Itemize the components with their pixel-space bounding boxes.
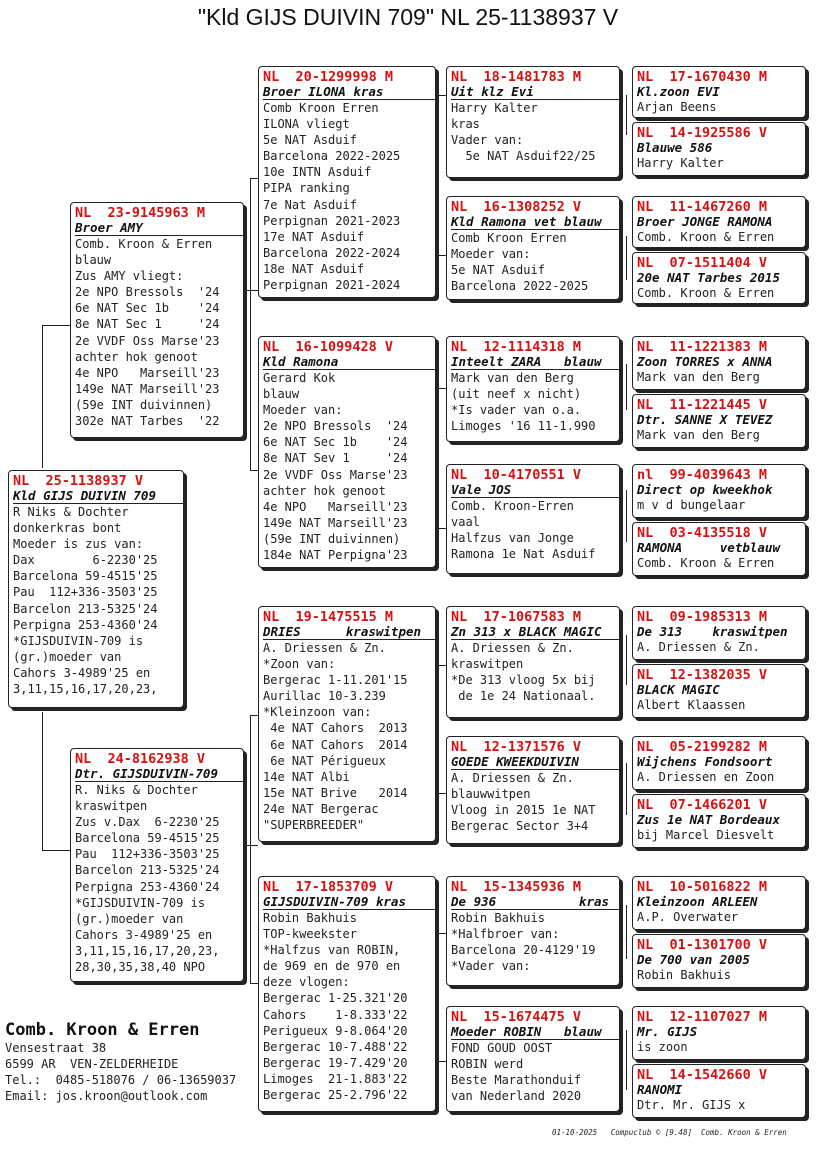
note-line: Robin Bakhuis	[637, 968, 731, 982]
note-line: Moeder is zus van:	[13, 537, 144, 552]
connector-line	[438, 255, 446, 256]
ring-number: NL 17-1670430 M	[637, 69, 768, 85]
bird-name: Dtr. SANNE X TEVEZ	[637, 412, 773, 427]
note-line: Perpignan 2021-2024	[263, 278, 401, 293]
note-line: Comb. Kroon-Erren	[451, 499, 574, 513]
bird-card-gen4-2[interactable]	[446, 196, 620, 300]
connector-line	[626, 95, 627, 135]
bird-name: Moeder ROBIN blauw	[451, 1025, 619, 1040]
note-line: Gerard Kok	[263, 371, 336, 385]
ring-number: NL 11-1221383 M	[637, 339, 768, 355]
bird-name: De 936 kras	[451, 895, 619, 910]
bird-card-gen4-4[interactable]	[446, 464, 620, 574]
bird-card-gen5-16[interactable]	[632, 1064, 806, 1118]
bird-name: GIJSDUIVIN-709 kras	[263, 895, 435, 910]
note-line: R Niks & Dochter	[13, 505, 129, 519]
bird-name: Zoon TORRES x ANNA	[637, 354, 773, 369]
note-line: Beste Marathonduif	[451, 1073, 582, 1088]
note-line: Comb. Kroon & Erren	[637, 230, 775, 244]
connector-line	[626, 490, 627, 542]
note-line: Cahors 1-8.333'22	[263, 1007, 408, 1022]
note-line: Barcelona 2022-2025	[263, 149, 401, 164]
note-line: achter hok genoot	[75, 349, 198, 364]
note-line: 6e NAT Sec 1b '24	[75, 301, 220, 316]
note-line: blauw	[263, 387, 300, 402]
note-line: Dax 6-2230'25	[13, 553, 158, 568]
print-footer: 01-10-2025 Compuclub © [9.48] Comb. Kroon & Erren	[552, 1128, 787, 1137]
note-line: Comb. Kroon & Erren	[637, 556, 775, 570]
note-line: *Zoon van:	[263, 657, 336, 672]
ring-number: NL 05-2199282 M	[637, 739, 768, 755]
note-line: Vloog in 2015 1e NAT	[451, 803, 596, 818]
note-line: Comb. Kroon & Erren	[75, 237, 213, 251]
bird-name: Uit klz Evi	[451, 85, 619, 100]
ring-number: NL 25-1138937 V	[13, 473, 144, 489]
note-line: Limoges 21-1.883'22	[263, 1071, 408, 1086]
note-line: Mark van den Berg	[637, 428, 760, 442]
note-line: 2e NPO Bressols '24	[75, 285, 220, 300]
ring-number: NL 10-4170551 V	[451, 467, 582, 483]
bird-notes	[263, 640, 431, 833]
connector-line	[438, 1061, 446, 1062]
note-line: Comb Kroon Erren	[451, 231, 567, 245]
connector-line	[42, 325, 43, 468]
note-line: (uit neef x nicht)	[451, 387, 582, 402]
ring-number: NL 17-1853709 V	[263, 879, 394, 895]
note-line: Barcelona 59-4515'25	[75, 831, 220, 846]
note-line: Pau 112+336-3503'25	[13, 585, 158, 600]
bird-card-gen5-3[interactable]	[632, 196, 806, 248]
bird-name: Dtr. GIJSDUIVIN-709	[75, 767, 243, 782]
note-line: *GIJSDUIVIN-709 is	[13, 633, 144, 648]
bird-name: DRIES kraswitpen	[263, 625, 435, 640]
connector-line	[626, 364, 627, 410]
connector-line	[438, 388, 439, 528]
bird-name: RAMONA vetblauw	[637, 540, 780, 555]
note-line: Ramona 1e Nat Asduif	[451, 547, 596, 562]
bird-card-gen4-3[interactable]	[446, 336, 620, 442]
ring-number: nl 99-4039643 M	[637, 467, 768, 483]
bird-card-gen5-15[interactable]	[632, 1006, 806, 1060]
pedigree-title: "Kld GIJS DUIVIN 709" NL 25-1138937 V	[197, 4, 619, 30]
note-line: PIPA ranking	[263, 181, 350, 196]
note-line: 5e NAT Asduif	[263, 133, 357, 148]
connector-line	[438, 665, 446, 666]
note-line: 4e NPO Marseill'23	[75, 365, 220, 380]
ring-number: NL 15-1674475 V	[451, 1009, 582, 1025]
ring-number: NL 16-1099428 V	[263, 339, 394, 355]
connector-line	[250, 983, 258, 984]
note-line: 149e NAT Marseill'23	[75, 381, 220, 396]
bird-card-dam-sire[interactable]	[258, 606, 436, 842]
ring-number: NL 15-1345936 M	[451, 879, 582, 895]
connector-line	[438, 665, 439, 793]
note-line: 302e NAT Tarbes '22	[75, 414, 220, 429]
note-line: Halfzus van Jonge	[451, 531, 574, 546]
note-line: TOP-kweekster	[263, 927, 357, 942]
note-line: 2e VVDF Oss Marse'23	[75, 333, 220, 348]
ring-number: NL 07-1466201 V	[637, 797, 768, 813]
connector-line	[438, 388, 446, 389]
note-line: Comb Kroon Erren	[263, 101, 379, 115]
connector-line	[438, 95, 439, 255]
connector-line	[438, 95, 446, 96]
note-line: Moeder van:	[451, 247, 531, 262]
note-line: 6e NAT Périgueux	[263, 753, 386, 768]
ring-number: NL 09-1985313 M	[637, 609, 768, 625]
note-line: Bergerac 25-2.796'22	[263, 1088, 408, 1103]
bird-name: Broer JONGE RAMONA	[637, 214, 773, 229]
note-line: blauw	[75, 253, 112, 268]
note-line: Bergerac Sector 3+4	[451, 819, 589, 834]
bird-notes	[13, 504, 179, 697]
connector-line	[42, 712, 43, 850]
connector-line	[626, 635, 627, 685]
note-line: Bergerac 1-25.321'20	[263, 991, 408, 1006]
note-line: Barcelon 213-5325'24	[75, 863, 220, 878]
ring-number: NL 17-1067583 M	[451, 609, 582, 625]
connector-line	[438, 933, 439, 1061]
note-line: 18e NAT Asduif	[263, 261, 365, 276]
note-line: Perpigna 253-4360'24	[75, 879, 220, 894]
address-street: Vensestraat 38	[5, 1041, 107, 1055]
bird-name: BLACK MAGIC	[637, 682, 720, 697]
note-line: kraswitpen	[451, 657, 524, 672]
note-line: 4e NPO Marseill'23	[263, 499, 408, 514]
note-line: Bergerac 1-11.201'15	[263, 673, 408, 688]
note-line: kraswitpen	[75, 799, 148, 814]
bird-notes	[75, 236, 239, 429]
connector-line	[250, 470, 258, 471]
bird-card-gen5-2[interactable]	[632, 122, 806, 176]
note-line: A. Driessen en Zoon	[637, 770, 775, 784]
breeder-contact	[5, 1020, 236, 1104]
note-line: Perpignan 2021-2023	[263, 213, 401, 228]
note-line: *Kleinzoon van:	[263, 705, 372, 720]
bird-name: Broer AMY	[75, 221, 243, 236]
bird-name: Inteelt ZARA blauw	[451, 355, 619, 370]
bird-card-gen5-13[interactable]	[632, 876, 806, 930]
bird-card-sire-dam[interactable]	[258, 336, 436, 568]
bird-notes	[263, 370, 431, 563]
bird-card-gen4-1[interactable]	[446, 66, 620, 178]
bird-name: Kld Ramona vet blauw	[451, 215, 619, 230]
note-line: 8e NAT Sev 1 '24	[263, 451, 408, 466]
note-line: 28,30,35,38,40 NPO	[75, 960, 206, 975]
bird-card-gen5-1[interactable]	[632, 66, 806, 118]
bird-card-gen5-14[interactable]	[632, 934, 806, 988]
note-line: Dtr. Mr. GIJS x	[637, 1098, 746, 1112]
breeder-name: Comb. Kroon & Erren	[5, 1020, 200, 1040]
note-line: Harry Kalter	[637, 156, 724, 170]
bird-name: Vale JOS	[451, 483, 619, 498]
bird-notes	[263, 910, 431, 1103]
note-line: ROBIN werd	[451, 1057, 524, 1072]
note-line: A. Driessen & Zn.	[263, 641, 386, 655]
note-line: blauwwitpen	[451, 787, 531, 802]
note-line: Zus AMY vliegt:	[75, 269, 184, 284]
note-line: A. Driessen & Zn.	[451, 771, 574, 785]
ring-number: NL 11-1221445 V	[637, 397, 768, 413]
bird-card-subject[interactable]	[8, 470, 184, 708]
note-line: 6e NAT Sec 1b '24	[263, 435, 408, 450]
note-line: 6e NAT Cahors 2014	[263, 737, 408, 752]
note-line: Zus v.Dax 6-2230'25	[75, 815, 220, 830]
connector-line	[250, 715, 251, 983]
note-line: (gr.)moeder van	[13, 649, 122, 664]
bird-card-gen5-12[interactable]	[632, 794, 806, 848]
note-line: 7e Nat Asduif	[263, 197, 357, 212]
note-line: Moeder van:	[263, 403, 343, 418]
note-line: is zoon	[637, 1040, 688, 1054]
note-line: Arjan Beens	[637, 100, 717, 114]
bird-name: Blauwe 586	[637, 140, 713, 155]
note-line: Barcelona 59-4515'25	[13, 569, 158, 584]
connector-line	[438, 528, 446, 529]
note-line: Bergerac 10-7.488'22	[263, 1039, 408, 1054]
note-line: A. Driessen & Zn.	[637, 640, 760, 654]
note-line: Vader van:	[451, 133, 524, 148]
note-line: *GIJSDUIVIN-709 is	[75, 895, 206, 910]
note-line: 5e NAT Asduif22/25	[451, 149, 596, 164]
note-line: donkerkras bont	[13, 521, 122, 536]
note-line: R. Niks & Dochter	[75, 783, 198, 797]
ring-number: NL 12-1107027 M	[637, 1009, 768, 1025]
note-line: Perigueux 9-8.064'20	[263, 1023, 408, 1038]
ring-number: NL 12-1114318 M	[451, 339, 582, 355]
note-line: *Halfbroer van:	[451, 927, 560, 942]
bird-notes	[263, 100, 431, 293]
bird-card-dam[interactable]	[70, 748, 244, 982]
note-line: (gr.)moeder van	[75, 911, 184, 926]
note-line: *Vader van:	[451, 959, 531, 974]
note-line: bij Marcel Diesvelt	[637, 828, 775, 842]
bird-name: 20e NAT Tarbes 2015	[637, 270, 780, 285]
note-line: Mark van den Berg	[637, 370, 760, 384]
note-line: 24e NAT Bergerac	[263, 801, 379, 816]
ring-number: NL 10-5016822 M	[637, 879, 768, 895]
note-line: 184e NAT Perpigna'23	[263, 548, 408, 563]
bird-card-gen5-8[interactable]	[632, 522, 806, 576]
note-line: A.P. Overwater	[637, 910, 739, 924]
note-line: 4e NAT Cahors 2013	[263, 721, 408, 736]
ring-number: NL 07-1511404 V	[637, 255, 768, 271]
bird-card-gen5-4[interactable]	[632, 252, 806, 304]
note-line: 3,11,15,16,17,20,23,	[13, 682, 158, 697]
note-line: Cahors 3-4989'25 en	[75, 927, 213, 942]
note-line: Pau 112+336-3503'25	[75, 847, 220, 862]
bird-name: Mr. GIJS	[637, 1024, 698, 1039]
note-line: Perpigna 253-4360'24	[13, 617, 158, 632]
bird-card-gen5-6[interactable]	[632, 394, 806, 448]
ring-number: NL 12-1371576 V	[451, 739, 582, 755]
phone-numbers: Tel.: 0485-518076 / 06-13659037	[5, 1073, 237, 1087]
ring-number: NL 12-1382035 V	[637, 667, 768, 683]
note-line: Barcelona 2022-2025	[451, 279, 589, 294]
note-line: Aurillac 10-3.239	[263, 689, 386, 704]
note-line: Barcelon 213-5325'24	[13, 601, 158, 616]
bird-card-gen5-7[interactable]	[632, 464, 806, 518]
bird-notes	[75, 782, 239, 975]
ring-number: NL 24-8162938 V	[75, 751, 206, 767]
note-line: 2e NPO Bressols '24	[263, 419, 408, 434]
ring-number: NL 01-1301700 V	[637, 937, 768, 953]
note-line: 15e NAT Brive 2014	[263, 785, 408, 800]
connector-line	[250, 178, 251, 470]
connector-line	[250, 178, 258, 179]
note-line: kras	[451, 117, 480, 132]
note-line: vaal	[451, 515, 480, 530]
note-line: de 1e 24 Nationaal.	[451, 689, 596, 704]
note-line: Bergerac 19-7.429'20	[263, 1055, 408, 1070]
connector-line	[626, 763, 627, 815]
bird-card-sire-sire[interactable]	[258, 66, 436, 298]
ring-number: NL 14-1542660 V	[637, 1067, 768, 1083]
connector-line	[438, 933, 446, 934]
note-line: achter hok genoot	[263, 483, 386, 498]
connector-line	[42, 325, 71, 326]
note-line: 17e NAT Asduif	[263, 229, 365, 244]
note-line: 2e VVDF Oss Marse'23	[263, 467, 408, 482]
bird-name: Kld GIJS DUIVIN 709	[13, 489, 183, 504]
connector-line	[250, 715, 258, 716]
bird-name: Kl.zoon EVI	[637, 84, 720, 99]
ring-number: NL 20-1299998 M	[263, 69, 394, 85]
note-line: (59e INT duivinnen)	[75, 397, 213, 412]
connector-line	[438, 793, 446, 794]
note-line: Harry Kalter	[451, 101, 538, 115]
bird-card-gen5-10[interactable]	[632, 664, 806, 718]
note-line: Comb. Kroon & Erren	[637, 286, 775, 300]
note-line: Mark van den Berg	[451, 371, 574, 385]
bird-card-gen4-8[interactable]	[446, 1006, 620, 1112]
ring-number: NL 19-1475515 M	[263, 609, 394, 625]
connector-line	[626, 1030, 627, 1090]
note-line: "SUPERBREEDER"	[263, 818, 365, 833]
bird-card-gen5-9[interactable]	[632, 606, 806, 660]
address-city: 6599 AR VEN-ZELDERHEIDE	[5, 1057, 179, 1071]
bird-name: Zn 313 x BLACK MAGIC	[451, 625, 619, 640]
ring-number: NL 18-1481783 M	[451, 69, 582, 85]
note-line: de 969 en de 970 en	[263, 959, 401, 974]
bird-card-gen5-5[interactable]	[632, 336, 806, 390]
note-line: 14e NAT Albi	[263, 769, 350, 784]
connector-line	[42, 850, 71, 851]
note-line: *Halfzus van ROBIN,	[263, 943, 401, 958]
bird-card-gen4-7[interactable]	[446, 876, 620, 986]
bird-name: Zus 1e NAT Bordeaux	[637, 812, 780, 827]
note-line: Barcelona 20-4129'19	[451, 943, 596, 958]
bird-name: RANOMI	[637, 1082, 683, 1097]
note-line: A. Driessen & Zn.	[451, 641, 574, 655]
bird-card-sire[interactable]	[70, 202, 244, 438]
note-line: 10e INTN Asduif	[263, 165, 372, 180]
connector-line	[626, 905, 627, 959]
bird-card-gen4-6[interactable]	[446, 736, 620, 844]
ring-number: NL 03-4135518 V	[637, 525, 768, 541]
bird-card-gen5-11[interactable]	[632, 736, 806, 790]
note-line: 3,11,15,16,17,20,23,	[75, 943, 220, 958]
note-line: *De 313 vloog 5x bij	[451, 673, 596, 688]
bird-name: Wijchens Fondsoort	[637, 754, 773, 769]
bird-card-dam-dam[interactable]	[258, 876, 436, 1112]
note-line: 5e NAT Asduif	[451, 263, 545, 278]
note-line: Cahors 3-4989'25 en	[13, 665, 151, 680]
note-line: (59e INT duivinnen)	[263, 531, 401, 546]
ring-number: NL 23-9145963 M	[75, 205, 206, 221]
bird-name: Direct op kweekhok	[637, 482, 773, 497]
note-line: 8e NAT Sec 1 '24	[75, 317, 220, 332]
note-line: Albert Klaassen	[637, 698, 746, 712]
note-line: Limoges '16 11-1.990	[451, 419, 596, 434]
ring-number: NL 11-1467260 M	[637, 199, 768, 215]
note-line: Robin Bakhuis	[263, 911, 357, 925]
note-line: FOND GOUD OOST	[451, 1041, 553, 1055]
note-line: 149e NAT Marseill'23	[263, 515, 408, 530]
ring-number: NL 16-1308252 V	[451, 199, 582, 215]
bird-card-gen4-5[interactable]	[446, 606, 620, 718]
bird-name: Broer ILONA kras	[263, 85, 435, 100]
bird-name: GOEDE KWEEKDUIVIN	[451, 755, 619, 770]
note-line: van Nederland 2020	[451, 1089, 582, 1104]
email-address: Email: jos.kroon@outlook.com	[5, 1089, 208, 1103]
note-line: *Is vader van o.a.	[451, 403, 582, 418]
note-line: Barcelona 2022-2024	[263, 245, 401, 260]
bird-name: De 700 van 2005	[637, 952, 750, 967]
note-line: Robin Bakhuis	[451, 911, 545, 925]
connector-line	[626, 236, 627, 280]
ring-number: NL 14-1925586 V	[637, 125, 768, 141]
bird-name: Kleinzoon ARLEEN	[637, 894, 758, 909]
note-line: m v d bungelaar	[637, 498, 746, 512]
note-line: ILONA vliegt	[263, 117, 350, 132]
bird-name: De 313 kraswitpen	[637, 624, 788, 639]
note-line: deze vlogen:	[263, 975, 350, 990]
bird-name: Kld Ramona	[263, 355, 435, 370]
